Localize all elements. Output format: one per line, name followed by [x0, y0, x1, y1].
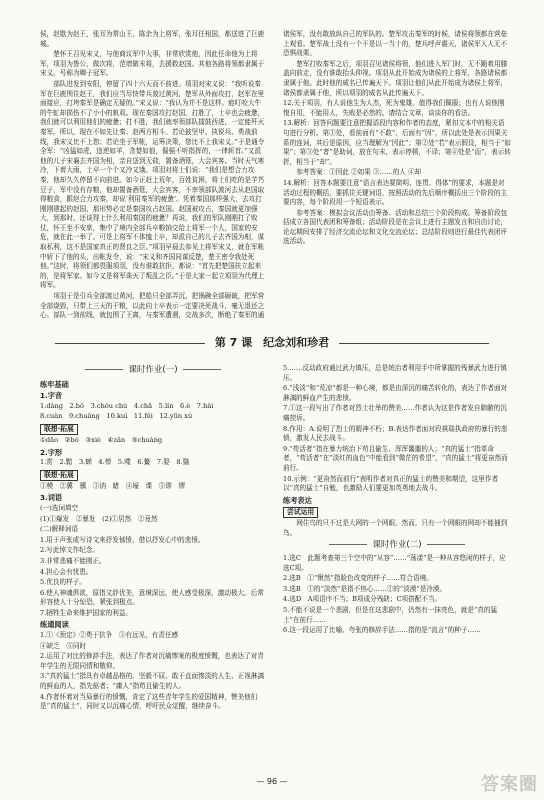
subtitle-text: 课时作业(一)	[128, 365, 178, 375]
answer-line: 6.“浅淡”和“荒凉”都是一种心境，都是由深沉的痛苦转化的，表达了作者面对淋漓的鲜血产生的悲愤。	[283, 384, 508, 402]
answer-line: 5.不能不说是一个悲剧，但是在这悲剧中，仍然有一抹亮色，就是“真的猛士”在前行……	[283, 606, 498, 624]
answer-line: 1.dàng 2.bǒ 3.chóu chú 4.chǎ 5.lín 6.è 7.hài	[40, 401, 214, 410]
paragraph: 楚军打败秦军之后，项羽召见诸侯将领，他们进入军门时，无不跪着用膝盖向前走，没有谁敢抬头仰视。项羽从此开始成为诸侯的上将军，各路诸侯都隶属于他。此时他的威名已传遍天下。项羽让他们从此开始成为诸侯上将军，诸侯都隶属于他，所以项羽的威名从此传遍天下。	[283, 59, 508, 97]
answer-line: 1.选C 此题考查第三个空中的“从容”……“荡漾”是一种从容悠闲的样子，应选C项。	[283, 554, 506, 572]
paragraph: 诸侯军，没有敢放纵自己的军队的。楚军攻击秦军的时候，诸侯将领都在营垒上观看。楚军战士没有一个不是以一当十的，楚兵呼声震天，诸侯军人人无不恐惧战栗。	[283, 30, 508, 58]
boxed-label: 联想·拓展	[40, 470, 78, 481]
section-heading: 练考表达	[283, 495, 312, 505]
answer-line: ④缺乏 ⑤同时	[40, 641, 87, 650]
answer-line: ①模 ②冀 骥 ③讷 睹 ④壕 课 ⑤谬 缪	[40, 481, 186, 490]
answer-13: 13.解析：回答问题要注意把握语段内容和作者的态度，紧扣文本中的相关语句进行分析。第①处，看前面有“不敢”，后面有“因”，所以此处是表示因果关系的连词，其后是原因，应当理解为“因此”；第②处“若”表示假设，相当于“如果”；第③处“者”是助词，放在句末，表示停顿，不译；第④处是“而”，表示转折，相当于“却”。	[283, 119, 511, 166]
paragraph: 部队进发到安阳，停留了四十六天而不前进。项羽对宋义说：“我听说秦军在巨鹿围住赵王，我们应当尽快带兵渡过黄河，楚军从外面攻打，赵军在里面接应，打垮秦军是确定无疑的。”宋义说：“我认为并不是这样。能叮咬大牛的牛虻却损伤不了小小的虮虱。现在秦国攻打赵国，打胜了，士卒也会疲惫，我们就可以利用他们的疲惫；打不胜，我们就率领部队擂鼓西进，一定能歼灭秦军。所以，现在不如先让秦、赵两方相斗。若论披坚甲、执锐兵、勇战前线，我宋义比不上您；若论坐于军帐，运筹决策，您比不上我宋义。”于是通令全军：“凶猛如虎，违逆如羊，贪婪如狼，倔强不听指挥的，一律斩首。”又派他的儿子宋襄去齐国为相，亲自送到无盐，置备酒筵，大会宾客。当时天气寒冷，下着大雨，士卒一个个又冷又饿。项羽对将士们说：“我们是想合力攻秦，他却久久停留不向前进。如今正赶上荒年，百姓贫困，将士们吃的是芋艿豆子，军中没有存粮，他却置备酒筵，大会宾客，不率领部队渡河去从赵国取得粮食，跟赵合力攻秦，却说‘利用秦军的疲惫’。凭着秦国那样强大，去攻打刚刚建起的赵国，那形势必定是秦国攻占赵国。赵国被攻占，秦国就更加强大，到那时，还谈得上什么利用秦国的疲惫？再说，我们的军队刚刚打了败仗，怀王坐不安席，集中了境内全部兵卒粮饷交给上将军一个人，国家的安危，就在此一举了。可是上将军不体恤士卒，却派自己的儿子去齐国为相，谋取私利，这不是国家真正的贤良之臣。”项羽早晨去参见上将军宋义，就在军帐中斩下了他的头，出帐发令，说：“宋义和齐国同谋反楚，楚王密令我处死他。”这时，将领们都畏服项羽，没有谁敢抗拒，都说：“首先把楚国扶立起来的，是将军家。如今又是将军诛灭了叛乱之臣。”于是大家一起立项羽为代理上将军。	[40, 79, 265, 290]
answer-line: 2.写此悼文作纪念。	[40, 546, 100, 555]
answer-line: 6.这一段运用了比喻、夸张的修辞手法……指的是“流言”的种子……	[283, 626, 481, 635]
section-heading: 练牢基础	[40, 379, 69, 389]
answer-line: 4.担心会有忧患。	[40, 567, 93, 576]
answer-line: 1.赏 2.黯 3.蝉 4.惮 5.喋 6.鳌 7.娶 8.翳	[40, 458, 190, 467]
answer-line: 4.作者怀着对当局暴行的愤慨，肯定了这些青年学生的爱国精神，赞美他们是“真的猛士”，同时又以沉痛心情，呼吁民众觉醒，继续奋斗。	[40, 692, 258, 711]
dash	[183, 369, 221, 370]
answer-line: 3.非常悲痛不能刚正。	[40, 556, 106, 565]
bottom-right-column	[283, 364, 511, 759]
top-left-column	[40, 30, 266, 320]
answer-line: 3.选B ①的“淡然”是指不热心……②的“淡漠”是冷漠。	[283, 584, 447, 593]
answer-line: 4.选D A项语序不当；B项成分残缺；C项搭配不当。	[283, 595, 442, 604]
bottom-left-column	[40, 364, 266, 759]
section-subtitle	[40, 366, 266, 376]
answer-line: 8.作用：A.说明了烈士的精神不朽；B.表达作者面对段祺瑞执政府的暴行的悲愤，激发人民去战斗。	[283, 424, 508, 443]
top-right-column	[283, 30, 511, 330]
answer-line: 6.使人神魂俱欲，原指文辞优美，意境深远，使人感受极深，激动极大。后常形容使人十分惊恐，紧张到极点。	[40, 588, 264, 607]
paragraph: 项羽于是引兵全部渡过黄河，把船只全部弄沉，把锅碗全部砸破，把军营全部烧毁，只带上三天的干粮，以此向士卒表示一定要决死战斗，毫无退还之心。部队一到前线，就包围了王离，与秦军遭遇，交战多次，断绝了秦军的通	[40, 292, 265, 320]
answer-line: 1.①《预定》②勇于抗争 ③有远见，有责任感	[40, 631, 179, 640]
answer-line: 8.cuàn 9.chuāng 10.kuì 11.fěi 12.yūn xú	[40, 412, 193, 421]
dash	[329, 544, 367, 545]
question-12: 12.关于项羽，有人说他生为人杰，死为鬼雄，值得我们佩服；也有人说他刚愎自用，不能用人，失败是必然的。请结合文章，谈谈你的看法。	[283, 99, 505, 117]
answer-line: 5.……反动政府通过武力镇压，总是统治者利用手中所掌握的残暴武力进行镇压。	[283, 364, 507, 382]
answer-line: ①dǎo ②bó ③xiè ④zǎn ⑤chuàng	[40, 435, 163, 444]
answer-line: 1.用于声张或写诗文来抒发郁愤、借以抒发心中的悲愤。	[40, 535, 205, 544]
lesson-title-text: 第 7 课 纪念刘和珍君	[214, 336, 330, 349]
title-rule-left	[55, 343, 205, 344]
subtitle-text: 课时作业(二)	[372, 539, 422, 550]
answer-line: (一)选词填空	[40, 503, 79, 512]
dash	[85, 369, 123, 370]
subsection-heading: 3.词语	[40, 493, 63, 503]
answer-line: 网住鸟的只不过是大网的一个网眼，然而，只有一个网眼的网却不能捕到鸟。	[283, 519, 508, 537]
paragraph: 楚怀王召见宋义，与他商议军中大事，非常欣赏他，因此任命他为上将军，项羽为鲁公，做次将，范增做末将，去援救赵国。其他各路将领都隶属于宋义，号称为卿子冠军。	[40, 50, 265, 78]
boxed-label: 尝试运用	[283, 507, 318, 518]
answer-line: (二)解释词语	[40, 525, 79, 534]
dash	[427, 544, 465, 545]
boxed-label: 联想·拓展	[40, 424, 78, 435]
answer-line: 5.优良的样子。	[40, 578, 86, 587]
answer-line: 3.“真的猛士”指具有卓越品格的、坚毅不屈、敢于直面惨淡的人生、正视淋漓的鲜血的人，指先驱者；“庸人”指苟且偷生的人。	[40, 672, 265, 691]
lesson-title	[0, 334, 544, 350]
answer-line: 9.“苟活者”指在暴力统治下苟且偷生、浑浑噩噩的人；“真的猛士”指革命者，“苟活者”在“淡红的血色”中能看到“微茫的希望”，“真的猛士”将更奋然而前行。	[283, 444, 508, 472]
section-heading: 练通阅读	[40, 620, 69, 630]
answer-line: 10.示例：“更奋然而前行”表明作者对真正的猛士的赞美和期望，这里作者以“真的猛士”自勉，也激励人们要更加英勇地去战斗。	[283, 474, 499, 493]
reference-answer-14: 参考答案：模拟会议活动由筹备、活动和总结三个阶段构成。筹备阶段包括成立各国代表团和筹备组；活动阶段是在会议上进行主题发言和自由讨论，论坛期间安排了经济交流论坛和文化交流论坛；总结阶段则进行最佳代表团评选活动。	[283, 208, 508, 246]
answer-line: 7.①这一段写出了作者对烈士壮举的赞美……作者认为这是作者发自肺腑的沉痛控诉。	[283, 404, 507, 422]
page-number: — 96 —	[256, 777, 288, 786]
answer-line: 7.牺牲生命来维护国家的利益。	[40, 608, 133, 617]
subsection-heading: 1.字音	[40, 391, 63, 401]
section-subtitle	[283, 541, 511, 551]
answer-line: 2.运用了对比的修辞手法，表达了作者对沉痛惨案的极度愤慨，也表达了对青年学生的无限同情和敬仰。	[40, 652, 264, 670]
title-rule-right	[339, 343, 489, 344]
reference-answer-13: 参考答案：①因此 ②如果 ③……的人 ④却	[296, 168, 422, 177]
answer-line: 2.选B ①“愀然”指脸色改变的样子……符合语境。	[283, 574, 433, 583]
answer-line: (1)①爆发 ②暴发 (2)①居然 ②竟然	[40, 514, 158, 523]
answer-14: 14.解析：回答本题要注意“语言表达要简明、连贯、得体”的要求，本题是对活动过程的概括，要抓住关键词语，按照活动的先后顺序概括出三个阶段的主要内容，每个阶段用一个短语表示。	[283, 178, 508, 207]
paragraph: 侯，赵歇为赵王，张耳为常山王，陈余为上将军，张耳任相国，都送进了巨鹿城。	[40, 30, 265, 48]
watermark-stamp: 答案圈	[481, 774, 538, 795]
subsection-heading: 2.字形	[40, 447, 63, 457]
